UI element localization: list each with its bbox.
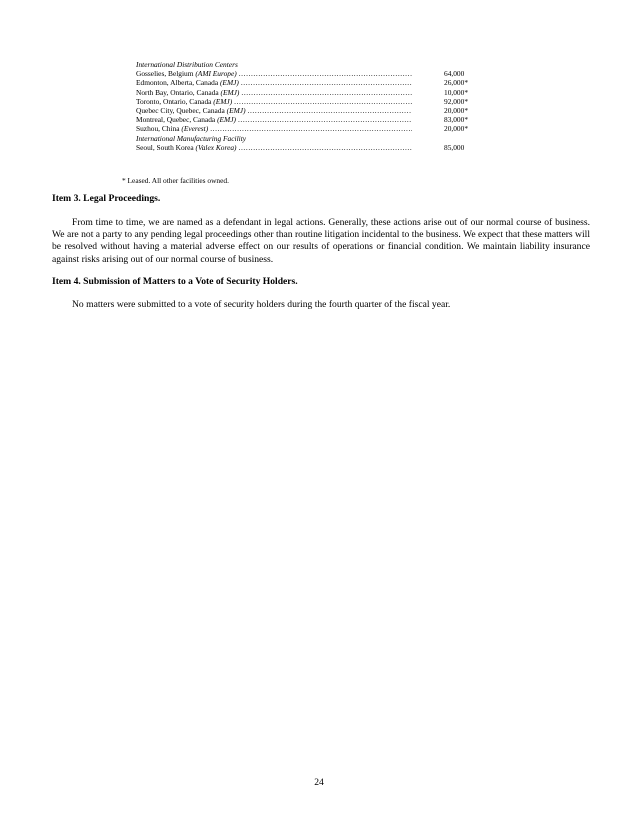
distribution-centers-heading: International Distribution Centers [136,60,238,69]
facility-place: Seoul, South Korea [136,142,194,152]
facilities-table [136,60,506,152]
facility-row [136,88,506,97]
facility-size: 10,000* [444,87,469,97]
facility-row [136,69,506,78]
facility-entity: (Valex Korea) [195,142,237,152]
facility-entity: (AMI Europe) [195,69,237,79]
facility-place: Edmonton, Alberta, Canada [136,78,219,88]
facility-size: 85,000 [444,142,465,152]
facility-place: North Bay, Ontario, Canada [136,87,219,97]
facility-row [136,115,506,124]
facility-place: Montreal, Quebec, Canada [136,115,216,125]
manufacturing-facility-heading: International Manufacturing Facility [136,133,247,143]
facility-size: 92,000* [444,96,469,106]
facility-size: 20,000* [444,124,469,134]
facility-entity: (EMJ) [219,78,239,88]
facility-size: 20,000* [444,106,469,116]
dot-leader [234,97,412,106]
dot-leader [248,106,412,115]
facility-row [136,78,506,87]
dot-leader [239,69,412,78]
item4-body: No matters were submitted to a vote of security holders during the fourth quarter of the fiscal year. [72,299,451,310]
facility-size: 64,000 [444,69,465,79]
facility-place: Suzhou, China [136,124,180,134]
dot-leader [238,115,412,124]
dot-leader [239,143,412,152]
dot-leader [241,78,412,87]
facility-entity: (EMJ) [213,96,233,106]
facility-entity: (EMJ) [220,87,240,97]
item4-title: Item 4. Submission of Matters to a Vote of Security Holders. [52,276,298,287]
facility-row [136,106,506,115]
dot-leader [241,88,412,97]
facility-size: 83,000* [444,115,469,125]
facility-row [136,97,506,106]
facility-place: Quebec City, Quebec, Canada [136,106,225,116]
leased-footnote: * Leased. All other facilities owned. [122,176,229,185]
item3-body: From time to time, we are named as a defendant in legal actions. Generally, these actions arise out of our normal course of business. We are not a party to any pending legal proceedings other than routine litigation incidental to the business. We expect that these matters will be resolved without having a material adverse effect on our results of operations or financial condition. We maintain liability insurance against risks arising out of our normal course of business. [52,217,590,265]
facility-row [136,143,506,152]
page-number: 24 [314,777,324,788]
facility-place: Toronto, Ontario, Canada [136,96,212,106]
facility-entity: (EMJ) [226,106,246,116]
dot-leader [210,124,412,133]
facility-entity: (Everest) [181,124,209,134]
item3-title: Item 3. Legal Proceedings. [52,193,161,204]
facility-row [136,124,506,133]
facility-entity: (EMJ) [217,115,236,125]
facility-place: Gosselies, Belgium [136,69,194,79]
facility-size: 26,000* [444,78,469,88]
